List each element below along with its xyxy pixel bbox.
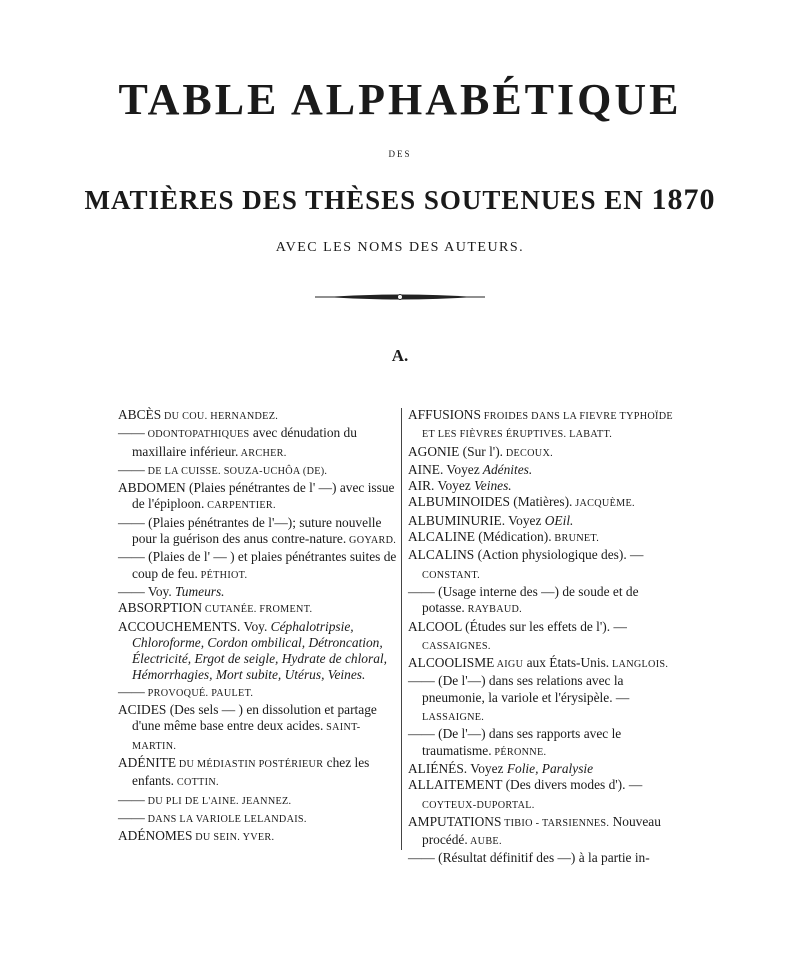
entry-text: (De l'—) dans ses rapports avec le traumatisme. <box>422 726 622 758</box>
section-letter: A. <box>391 346 409 365</box>
entry-text: Voy. <box>144 583 172 599</box>
entry-text: (Usage interne des —) de soude et de potasse. <box>422 583 639 616</box>
index-entry <box>408 529 684 547</box>
entry-text: (Des divers modes d'). — <box>502 777 643 793</box>
entry-heading: —— <box>118 809 145 825</box>
entry-text: chez les enfants. <box>132 754 370 789</box>
entry-text: (Plaies de l' — ) et plaies pénétrantes suites de coup de feu. <box>132 549 397 581</box>
index-entry <box>118 828 398 846</box>
entry-heading: ABCÈS <box>118 407 162 422</box>
index-entry <box>408 777 684 814</box>
entry-heading: ADÉNITE <box>118 754 177 770</box>
entry-heading: —— <box>118 683 145 699</box>
column-divider <box>401 408 402 850</box>
entry-text: (Résultat définitif des —) à la partie in- <box>434 850 650 866</box>
entry-crossref: Veines. <box>470 478 512 494</box>
index-entry <box>408 494 684 512</box>
entry-heading: ALCALINS <box>408 547 475 563</box>
entry-author: COTTIN. <box>174 777 219 789</box>
entry-heading: —— <box>118 549 145 565</box>
entry-author: PÉRONNE. <box>491 746 547 758</box>
title-connector: DES <box>388 149 412 159</box>
entry-heading: AINE. <box>408 461 444 477</box>
index-entry <box>408 513 684 529</box>
subtitle-line: AVEC LES NOMS DES AUTEURS. <box>275 240 525 255</box>
entry-author: PÉTHIOT. <box>197 569 248 581</box>
entry-heading: ALIÉNÉS. <box>408 760 468 776</box>
index-entry <box>118 584 398 600</box>
index-entry <box>408 584 684 619</box>
entry-text: (Études sur les effets de l'). — <box>461 618 627 634</box>
subtitle-year: 1870 <box>651 183 716 216</box>
entry-author: JACQUÈME. <box>572 498 635 510</box>
entry-heading: —— <box>408 726 435 742</box>
index-entry <box>408 655 684 673</box>
index-entry <box>118 515 398 550</box>
entry-heading: —— <box>408 850 435 866</box>
entry-text: (Plaies pénétrantes de l'—); suture nouvelle pour la guérison des anus contre-nature. <box>132 514 382 547</box>
index-entry <box>408 761 684 777</box>
entry-smallcaps: TIBIO - TARSIENNES. <box>501 817 610 829</box>
right-column <box>408 407 684 867</box>
entry-heading: ALBUMINOIDES <box>408 494 510 510</box>
entry-author: RAYBAUD. <box>464 604 523 616</box>
entry-text: Voy. <box>240 618 268 634</box>
entry-author: CONSTANT. <box>422 569 481 581</box>
entry-author: CASSAIGNES. <box>422 640 491 652</box>
page-subtitle <box>0 185 800 215</box>
page-title: TABLE ALPHABÉTIQUE <box>118 75 682 124</box>
entry-text: Voyez <box>443 461 480 477</box>
index-entry <box>408 619 684 656</box>
entry-crossref: Céphalotripsie, Chloroforme, Cordon ombilical, Détroncation, Électricité, Ergot de seigle, Hydrate de chloral, Hémorrhagies, Mort subite, Utérus, Veines. <box>132 618 387 683</box>
entry-text: (Sur l'). <box>459 443 504 459</box>
entry-author: SAINT-MARTIN. <box>132 722 361 752</box>
entry-text: (De l'—) dans ses relations avec la pneumonie, la variole et l'érysipèle. — <box>422 673 630 705</box>
index-entry <box>118 684 398 702</box>
index-entry <box>118 600 398 618</box>
entry-author: AUBE. <box>467 836 502 848</box>
entry-author: LANGLOIS. <box>609 659 669 671</box>
index-entry <box>118 792 398 810</box>
entry-author: DECOUX. <box>503 447 553 459</box>
entry-heading: ALLAITEMENT <box>408 777 503 793</box>
index-entry <box>408 850 684 866</box>
subtitle-text: MATIÈRES DES THÈSES SOUTENUES EN <box>84 185 644 215</box>
entry-heading: AFFUSIONS <box>408 407 481 422</box>
entry-heading: ABSORPTION <box>118 600 203 616</box>
entry-author: LASSAIGNE. <box>422 712 485 724</box>
entry-text: (Des sels — ) en dissolution et partage d'une même base entre deux acides. <box>132 702 377 734</box>
index-entry <box>408 726 684 761</box>
entry-smallcaps: DU PLI DE L'AINE. JEANNEZ. <box>144 795 292 807</box>
entry-heading: ACIDES <box>118 702 167 718</box>
index-entry <box>118 619 398 684</box>
entry-text: (Matières). <box>509 494 573 510</box>
entry-smallcaps: AIGU <box>494 659 524 671</box>
entry-smallcaps: DU SEIN. YVER. <box>192 832 275 844</box>
entry-author: CARPENTIER. <box>204 500 276 512</box>
entry-heading: ALCALINE <box>408 529 475 545</box>
entry-heading: ADÉNOMES <box>118 828 193 844</box>
entry-heading: ALCOOLISME <box>408 655 495 671</box>
entry-crossref: Folie, Paralysie <box>503 760 594 776</box>
entry-heading: AGONIE <box>408 443 460 459</box>
index-entry <box>408 444 684 462</box>
entry-crossref: Tumeurs. <box>171 583 225 599</box>
entry-text: aux États-Unis. <box>523 655 610 671</box>
entry-author: ARCHER. <box>238 447 287 459</box>
index-entry <box>118 407 398 425</box>
entry-smallcaps: DU MÉDIASTIN POSTÉRIEUR <box>176 758 324 770</box>
entry-smallcaps: FROIDES DANS LA FIEVRE TYPHOÏDE ET LES FIÈVRES ÉRUPTIVES. LABATT. <box>422 411 673 441</box>
entry-heading: ACCOUCHEMENTS. <box>118 618 241 634</box>
entry-text: (Médication). <box>474 529 552 545</box>
index-entry <box>408 407 684 444</box>
entry-text: Voyez <box>505 512 542 528</box>
entry-author: BRUNET. <box>551 533 600 545</box>
entry-smallcaps: DE LA CUISSE. SOUZA-UCHÔA (DE). <box>144 465 328 477</box>
entry-crossref: OEil. <box>541 512 574 528</box>
index-entry <box>118 480 398 515</box>
entry-text: Nouveau procédé. <box>422 813 661 848</box>
index-entry <box>118 702 398 755</box>
index-entry <box>118 810 398 828</box>
entry-heading: ALCOOL <box>408 618 462 634</box>
entry-heading: AIR. <box>408 478 435 494</box>
entry-heading: ABDOMEN <box>118 480 186 496</box>
entry-heading: —— <box>118 425 145 441</box>
entry-heading: —— <box>408 583 435 599</box>
entry-text: Voyez <box>434 478 471 494</box>
entry-heading: —— <box>118 514 145 530</box>
index-entry <box>118 425 398 462</box>
entry-heading: —— <box>118 461 145 477</box>
entry-heading: —— <box>408 673 435 689</box>
entry-crossref: Adénites. <box>479 461 533 477</box>
entry-smallcaps: PROVOQUÉ. PAULET. <box>144 687 254 699</box>
entry-heading: —— <box>118 791 145 807</box>
index-entry <box>118 549 398 584</box>
entry-smallcaps: ODONTOPATHIQUES <box>144 429 250 441</box>
entry-text: avec dénudation du maxillaire inférieur. <box>132 425 357 459</box>
entry-smallcaps: DU COU. HERNANDEZ. <box>161 411 279 422</box>
entry-heading: ALBUMINURIE. <box>408 512 506 528</box>
index-entry <box>118 462 398 480</box>
entry-text: (Action physiologique des). — <box>474 547 644 563</box>
index-entry <box>408 478 684 494</box>
index-entry <box>408 673 684 726</box>
entry-smallcaps: DANS LA VARIOLE LELANDAIS. <box>144 813 307 825</box>
left-column <box>118 407 398 846</box>
index-entry <box>408 462 684 478</box>
index-entry <box>408 814 684 851</box>
entry-text: Voyez <box>467 760 504 776</box>
entry-author: COYTEUX-DUPORTAL. <box>422 799 535 811</box>
entry-author: GOYARD. <box>346 535 397 547</box>
entry-text: (Plaies pénétrantes de l' —) avec issue de l'épiploon. <box>132 480 395 512</box>
entry-smallcaps: CUTANÉE. FROMENT. <box>202 604 313 616</box>
entry-heading: AMPUTATIONS <box>408 813 502 829</box>
index-entry <box>408 547 684 584</box>
ornament-rule <box>315 290 485 304</box>
entry-heading: —— <box>118 583 145 599</box>
index-entry <box>118 755 398 792</box>
